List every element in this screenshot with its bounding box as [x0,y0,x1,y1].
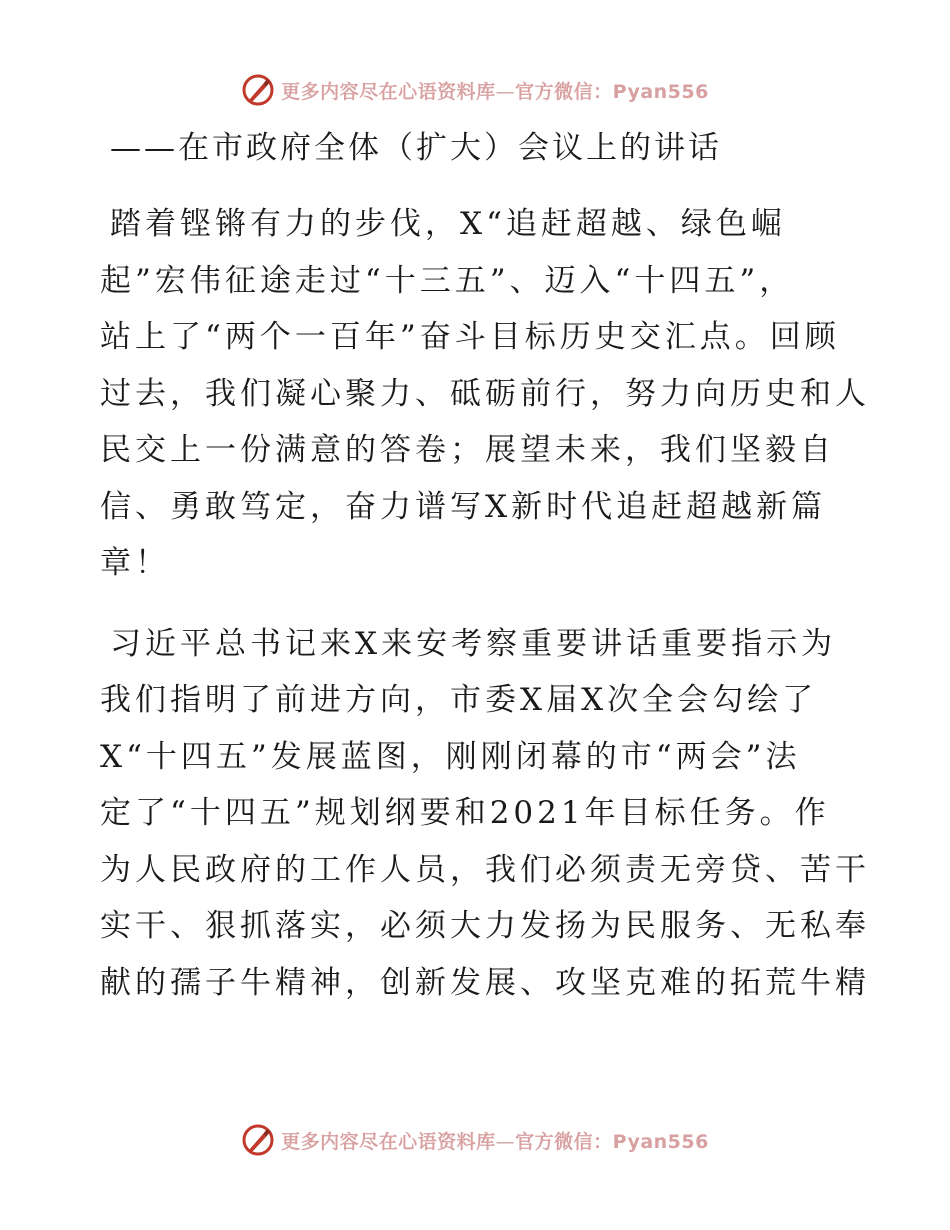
pen-logo-icon [241,73,275,107]
paragraph-line: 定了“十四五”规划纲要和2021年目标任务。作 [100,795,830,831]
watermark-contact-id: Pyan556 [612,1130,709,1153]
paragraph-line: 章！ [100,545,170,581]
paragraph-line: X“十四五”发展蓝图，刚刚闭幕的市“两会”法 [100,738,801,775]
header-watermark [0,70,950,110]
paragraph-line: 信、勇敢笃定，奋力谱写X新时代追赶超越新篇 [100,488,827,525]
paragraph-line: 献的孺子牛精神，创新发展、攻坚克难的拓荒牛精 [100,964,870,1001]
document-body [100,122,870,1035]
paragraph-line: 起”宏伟征途走过“十三五”、迈入“十四五”， [100,262,795,299]
paragraph-line: 实干、狠抓落实，必须大力发扬为民服务、无私奉 [100,908,870,944]
paragraph-2 [100,616,870,1012]
paragraph-1 [100,196,870,592]
footer-watermark [0,1120,950,1160]
document-subtitle: ——在市政府全体（扩大）会议上的讲话 [110,130,722,166]
watermark-contact-label: 官方微信： [515,1130,613,1153]
pen-logo-icon [241,1123,275,1157]
watermark-contact-label: 官方微信： [515,80,613,103]
paragraph-line: 为人民政府的工作人员，我们必须责无旁贷、苦干 [100,851,870,888]
paragraph-line: 踏着铿锵有力的步伐，X“追赶超越、绿色崛 [110,206,786,242]
watermark-text [281,1127,709,1154]
watermark-contact-id: Pyan556 [612,80,709,103]
paragraph-line: 过去，我们凝心聚力、砥砺前行，努力向历史和人 [100,375,870,412]
watermark-text [281,77,709,104]
paragraph-line: 我们指明了前进方向，市委X届X次全会勾绘了 [100,682,818,718]
watermark-separator: — [495,80,516,103]
watermark-separator: — [495,1130,516,1153]
paragraph-line: 习近平总书记来X来安考察重要讲话重要指示为 [110,625,837,662]
paragraph-line: 民交上一份满意的答卷；展望未来，我们坚毅自 [100,432,835,468]
watermark-brand: 更多内容尽在心语资料库 [281,1130,496,1153]
watermark-brand: 更多内容尽在心语资料库 [281,80,496,103]
paragraph-line: 站上了“两个一百年”奋斗目标历史交汇点。回顾 [100,319,840,355]
